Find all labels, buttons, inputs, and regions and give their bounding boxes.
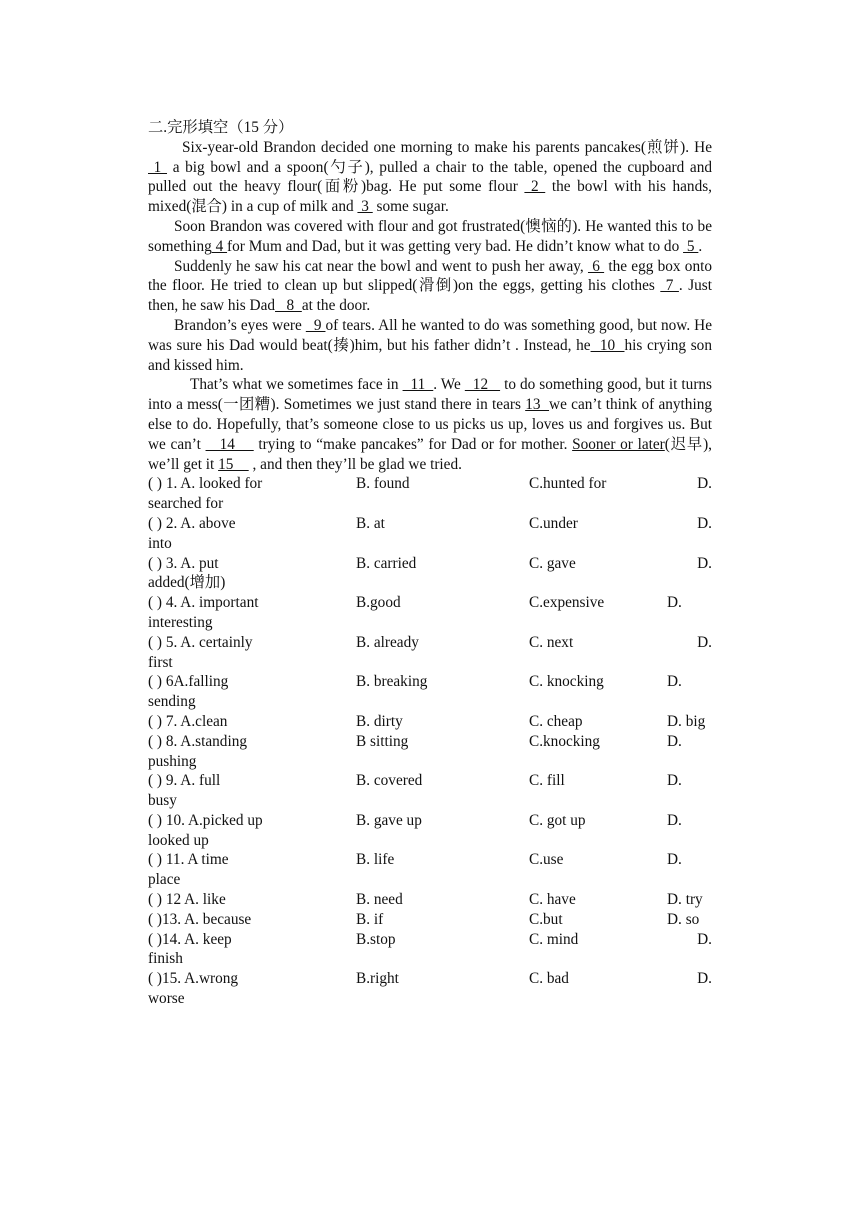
text: .: [698, 237, 703, 255]
option-d: D.: [667, 732, 682, 750]
question-6: [148, 672, 712, 712]
option-d-text: worse: [148, 990, 185, 1008]
option-c: C.expensive: [529, 594, 605, 612]
question-stem: ( ) 4. A. important: [148, 594, 259, 612]
option-b: B. life: [356, 851, 395, 869]
option-d-text: busy: [148, 792, 177, 810]
blank-15: 15: [218, 455, 249, 473]
text: . Just then, he saw his Dad: [148, 277, 713, 315]
question-stem: ( ) 11. A time: [148, 851, 229, 869]
question-stem: ( ) 1. A. looked for: [148, 475, 263, 493]
section-title: 二.完形填空（15 分）: [148, 119, 294, 136]
text: (迟早), we’ll get it: [148, 435, 712, 473]
blank-13: 13: [525, 396, 550, 414]
question-11: [148, 850, 712, 890]
option-d: D. so: [667, 910, 700, 928]
blank-4: 4: [211, 237, 228, 255]
option-d: D.: [667, 594, 682, 612]
text: we can’t think of anything else to do. Hopefully, that’s someone close to us picks us up, loves us and forgives us. But we can’t: [148, 396, 712, 453]
text: the egg box onto the floor. He tried to clean up but slipped(滑倒)on the eggs, getting his clothes: [148, 257, 712, 295]
option-d: D.: [667, 811, 682, 829]
option-d-text: into: [148, 534, 172, 552]
option-d: D.: [697, 554, 712, 572]
question-7: [148, 712, 712, 732]
option-d: D.: [697, 633, 712, 651]
blank-10: 10: [590, 336, 625, 354]
text: trying to “make pancakes” for Dad or for mother.: [253, 435, 573, 453]
option-c: C. knocking: [529, 673, 604, 691]
option-b: B.stop: [356, 930, 396, 948]
question-1: [148, 474, 712, 514]
question-9: [148, 771, 712, 811]
text: , and then they’ll be glad we tried.: [248, 455, 462, 473]
text: Six-year-old Brandon decided one morning to make his parents pancakes(煎饼). He: [182, 138, 712, 156]
question-stem: ( ) 12 A. like: [148, 891, 226, 909]
question-15: [148, 969, 712, 1009]
option-b: B. covered: [356, 772, 423, 790]
question-12: [148, 890, 712, 910]
option-c: C. mind: [529, 930, 579, 948]
option-b: B. found: [356, 475, 410, 493]
option-d-text: looked up: [148, 831, 209, 849]
option-b: B. already: [356, 633, 419, 651]
question-stem: ( )15. A.wrong: [148, 970, 239, 988]
option-c: C. fill: [529, 772, 565, 790]
question-stem: ( )14. A. keep: [148, 930, 232, 948]
question-stem: ( )13. A. because: [148, 910, 252, 928]
question-stem: ( ) 7. A.clean: [148, 712, 228, 730]
blank-9: 9: [305, 316, 326, 334]
option-d: D.: [697, 930, 712, 948]
option-d: D.: [697, 970, 712, 988]
passage-paragraph-1: [148, 138, 712, 217]
text: his crying son and kissed him.: [148, 336, 712, 374]
option-d-text: place: [148, 871, 181, 889]
passage-paragraph-5: [148, 375, 712, 474]
question-10: [148, 811, 712, 851]
option-b: B. need: [356, 891, 403, 909]
question-2: [148, 514, 712, 554]
text: to do something good, but it turns into a mess(一团糟). Sometimes we just stand there in tears: [148, 376, 713, 414]
option-c: C.knocking: [529, 732, 600, 750]
option-b: B. if: [356, 910, 384, 928]
option-b: B. breaking: [356, 673, 428, 691]
blank-3: 3: [357, 198, 373, 216]
text: . We: [433, 376, 465, 394]
blank-11: 11: [402, 376, 434, 394]
passage-paragraph-4: [148, 316, 712, 375]
text: That’s what we sometimes face in: [190, 376, 403, 394]
option-d: D.: [697, 514, 712, 532]
option-d: D. try: [667, 891, 703, 909]
question-8: [148, 732, 712, 772]
text: of tears. All he wanted to do was something good, but now. He was sure his Dad would beat(揍)him, but his father didn’t . Instead, he: [148, 316, 713, 354]
blank-14: 14: [205, 435, 254, 453]
question-13: [148, 910, 712, 930]
option-c: C. next: [529, 633, 574, 651]
option-d: D. big: [667, 712, 706, 730]
text: Soon Brandon was covered with flour and got frustrated(懊恼的). He wanted this to be something: [148, 217, 712, 255]
option-c: C. have: [529, 891, 576, 909]
blank-8: 8: [275, 297, 302, 315]
option-c: C. cheap: [529, 712, 583, 730]
option-d: D.: [667, 673, 682, 691]
passage-paragraph-3: [148, 257, 712, 316]
text: at the door.: [301, 297, 371, 315]
blank-7: 7: [660, 277, 679, 295]
option-d-text: first: [148, 653, 173, 671]
text: Brandon’s eyes were: [174, 316, 306, 334]
option-d: D.: [697, 475, 712, 493]
question-14: [148, 930, 712, 970]
option-c: C. bad: [529, 970, 569, 988]
option-d-text: interesting: [148, 613, 213, 631]
question-stem: ( ) 9. A. full: [148, 772, 221, 790]
option-c: C. gave: [529, 554, 576, 572]
text: Suddenly he saw his cat near the bowl and went to push her away,: [174, 257, 588, 275]
text: the bowl with his hands, mixed(混合) in a cup of milk and: [148, 178, 713, 216]
option-b: B. gave up: [356, 811, 422, 829]
option-b: B.right: [356, 970, 399, 988]
option-c: C.use: [529, 851, 564, 869]
question-stem: ( ) 2. A. above: [148, 514, 236, 532]
option-d-text: searched for: [148, 495, 224, 513]
question-3: [148, 554, 712, 594]
cloze-document: [148, 118, 712, 1009]
blank-2: 2: [524, 178, 546, 196]
option-d-text: sending: [148, 693, 196, 711]
question-5: [148, 633, 712, 673]
option-b: B.good: [356, 594, 401, 612]
blank-5: 5: [683, 237, 699, 255]
option-c: C.but: [529, 910, 563, 928]
option-b: B. dirty: [356, 712, 403, 730]
option-c: C.hunted for: [529, 475, 607, 493]
blank-1: 1: [148, 158, 168, 176]
option-b: B. carried: [356, 554, 417, 572]
option-d-text: finish: [148, 950, 183, 968]
question-list: [148, 474, 712, 1009]
text: for Mum and Dad, but it was getting very bad. He didn’t know what to do: [227, 237, 684, 255]
option-d: D.: [667, 851, 682, 869]
option-d-text: added(增加): [148, 574, 226, 592]
question-4: [148, 593, 712, 633]
option-b: B. at: [356, 514, 385, 532]
question-stem: ( ) 8. A.standing: [148, 732, 247, 750]
option-c: C. got up: [529, 811, 586, 829]
text: some sugar.: [372, 198, 449, 216]
option-b: B sitting: [356, 732, 409, 750]
option-d-text: pushing: [148, 752, 197, 770]
blank-12: 12: [464, 376, 501, 394]
question-stem: ( ) 5. A. certainly: [148, 633, 253, 651]
blank-6: 6: [587, 257, 605, 275]
question-stem: ( ) 3. A. put: [148, 554, 219, 572]
passage-paragraph-2: [148, 217, 712, 257]
option-c: C.under: [529, 514, 578, 532]
option-d: D.: [667, 772, 682, 790]
text: a big bowl and a spoon(勺子), pulled a chair to the table, opened the cupboard and pulled out the heavy flour(面粉)bag. He put some flour: [148, 158, 713, 196]
underlined-phrase: Sooner or later: [572, 435, 665, 453]
question-stem: ( ) 6A.falling: [148, 673, 229, 691]
question-stem: ( ) 10. A.picked up: [148, 811, 263, 829]
